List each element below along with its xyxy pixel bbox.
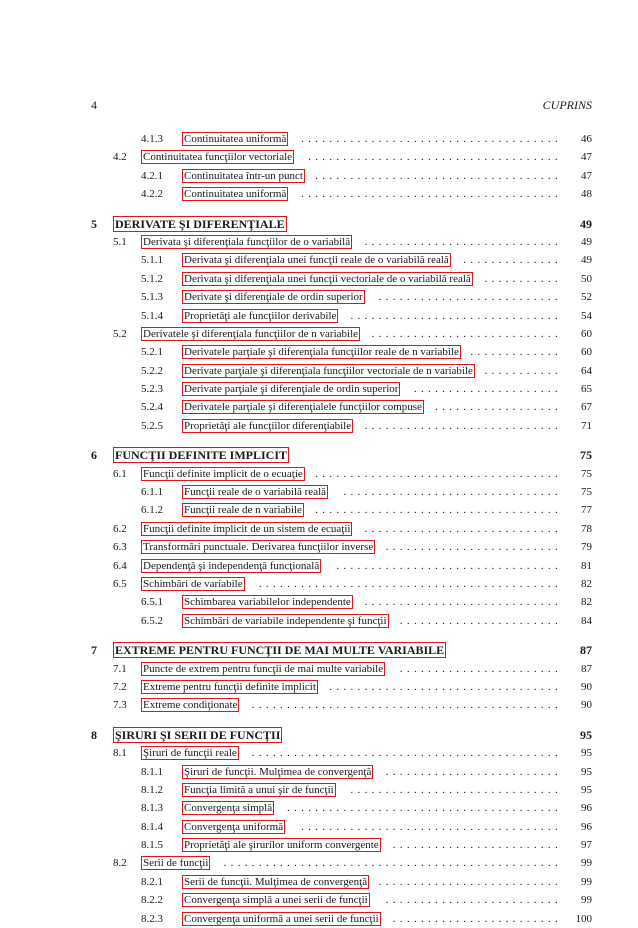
toc-entry-page: 82 [581, 596, 592, 609]
toc-entry-page: 82 [581, 577, 592, 590]
toc-entry-row[interactable] [91, 325, 592, 343]
toc-entry-title [182, 130, 288, 148]
toc-entry-page: 52 [581, 291, 592, 304]
toc-entry-title [141, 696, 239, 714]
toc-entry-number: 4.2 [113, 151, 127, 164]
dot-leader: ........... [484, 272, 562, 285]
toc-entry-link[interactable]: EXTREME PENTRU FUNCŢII DE MAI MULTE VARIABILE [115, 643, 445, 658]
toc-entry-number: 8.2 [113, 857, 127, 870]
toc-entry-number: 4.2.1 [141, 169, 163, 182]
toc-entry-page: 64 [581, 364, 592, 377]
toc-entry-title [113, 215, 287, 233]
toc-entry-link[interactable]: DERIVATE ŞI DIFERENŢIALE [115, 216, 285, 231]
toc-entry-row[interactable] [91, 836, 592, 854]
toc-entry-number: 4.2.2 [141, 188, 163, 201]
toc-entry-number: 6.2 [113, 522, 127, 535]
toc-entry-title [182, 799, 274, 817]
toc-entry-page: 84 [581, 614, 592, 627]
dot-leader: ............................ [364, 235, 562, 248]
toc-entry-number: 5.1 [113, 235, 127, 248]
toc-entry-page: 54 [581, 309, 592, 322]
toc-entry-page: 99 [581, 894, 592, 907]
toc-entry-link[interactable]: Extreme condiţionate [143, 699, 238, 712]
toc-entry-number: 8.2.1 [141, 875, 163, 888]
toc-entry-number: 8.1.5 [141, 839, 163, 852]
page-header [91, 98, 592, 114]
toc-entry-link[interactable]: Funcţii reale de o variabilă reală [184, 486, 327, 499]
toc-entry-link[interactable]: Schimbări de variabile independente şi funcţii [184, 614, 387, 627]
toc-entry-row[interactable] [91, 185, 592, 203]
toc-entry-page: 100 [575, 912, 592, 925]
toc-entry-link[interactable]: Funcţii reale de n variabile [184, 504, 302, 517]
toc-entry-title [182, 501, 304, 519]
toc-entry-title [182, 398, 424, 416]
dot-leader: ............. [470, 346, 562, 359]
page-number: 4 [91, 98, 97, 112]
toc-entry-page: 95 [581, 765, 592, 778]
toc-entry-title [182, 612, 389, 630]
dot-leader: ............................... [343, 486, 562, 499]
toc-entry-number: 6.5.1 [141, 596, 163, 609]
toc-entry-title [141, 854, 210, 872]
toc-entry-page: 71 [581, 419, 592, 432]
toc-entry-link[interactable]: Convergenţa simplă a unei serii de funcţii [184, 894, 368, 907]
dot-leader: ........................... [371, 327, 562, 340]
toc-entry-page: 95 [580, 727, 592, 742]
section-gap [91, 630, 592, 641]
toc-entry-title [182, 343, 461, 361]
toc-entry-number: 5.2.4 [141, 401, 163, 414]
dot-leader: .................. [435, 401, 562, 414]
toc-entry-page: 50 [581, 272, 592, 285]
toc-entry-number: 5.1.2 [141, 272, 163, 285]
toc-entry-page: 96 [581, 820, 592, 833]
section-gap [91, 435, 592, 446]
toc-entry-number: 7.2 [113, 680, 127, 693]
toc-entry-title [182, 167, 305, 185]
dot-leader: .............................. [350, 309, 562, 322]
dot-leader: ........................................... [258, 577, 562, 590]
toc-entry-page: 65 [581, 383, 592, 396]
toc-entry-link[interactable]: Convergenţa uniformă [184, 820, 284, 833]
running-title: CUPRINS [542, 98, 592, 112]
toc-entry-number: 6.1 [113, 467, 127, 480]
table-of-contents [91, 130, 592, 928]
toc-chapter-row[interactable] [91, 641, 592, 659]
toc-entry-title [182, 288, 365, 306]
toc-entry-row[interactable] [91, 483, 592, 501]
toc-entry-number: 5.1.1 [141, 254, 163, 267]
toc-entry-title [141, 520, 352, 538]
toc-entry-title [141, 660, 385, 678]
toc-entry-title [141, 557, 321, 575]
toc-entry-title [113, 446, 289, 464]
toc-entry-title [113, 641, 446, 659]
toc-entry-link[interactable]: Derivate şi diferenţiale de ordin superior [184, 291, 363, 304]
toc-entry-link[interactable]: ŞIRURI ŞI SERII DE FUNCŢII [115, 727, 281, 742]
toc-entry-link[interactable]: Funcţii definite implicit de un sistem de ecuaţii [143, 522, 351, 535]
toc-entry-link[interactable]: Proprietăţi ale şirurilor uniform convergente [184, 839, 379, 852]
toc-entry-title [182, 307, 338, 325]
dot-leader: ................................... [315, 504, 562, 517]
toc-entry-row[interactable] [91, 593, 592, 611]
toc-entry-row[interactable] [91, 696, 592, 714]
toc-entry-title [113, 726, 282, 744]
toc-entry-title [182, 185, 288, 203]
toc-entry-row[interactable] [91, 781, 592, 799]
dot-leader: .......................... [378, 875, 562, 888]
dot-leader: ................................... [315, 169, 562, 182]
dot-leader: ................................................ [223, 857, 562, 870]
toc-entry-row[interactable] [91, 417, 592, 435]
toc-entry-number: 4.1.3 [141, 133, 163, 145]
toc-entry-link[interactable]: Derivata şi diferenţiala unei funcţii vectoriale de o variabilă reală [184, 272, 471, 285]
toc-entry-row[interactable] [91, 818, 592, 836]
toc-entry-row[interactable] [91, 307, 592, 325]
toc-entry-page: 49 [580, 216, 592, 231]
toc-entry-page: 87 [581, 662, 592, 675]
toc-entry-link[interactable]: Derivate parţiale şi diferenţiala funcţiilor vectoriale de n variabile [184, 364, 473, 377]
toc-entry-number: 6.5.2 [141, 614, 163, 627]
toc-chapter-row[interactable] [91, 726, 592, 744]
toc-entry-row[interactable] [91, 251, 592, 269]
toc-entry-row[interactable] [91, 380, 592, 398]
toc-entry-page: 60 [581, 346, 592, 359]
toc-entry-number: 6.1.2 [141, 504, 163, 517]
toc-entry-title [141, 575, 245, 593]
toc-entry-page: 75 [580, 448, 592, 463]
toc-entry-title [182, 483, 328, 501]
toc-entry-link[interactable]: Derivatele parţiale şi diferenţiala funcţiilor reale de n variabile [184, 346, 459, 359]
toc-entry-link[interactable]: Continuitatea într-un punct [184, 169, 303, 182]
dot-leader: ........................ [392, 912, 562, 925]
toc-entry-number: 8.2.3 [141, 912, 163, 925]
toc-entry-number: 5.2.2 [141, 364, 163, 377]
toc-entry-number: 6.3 [113, 541, 127, 554]
toc-entry-link[interactable]: Continuitatea funcţiilor vectoriale [143, 151, 293, 164]
dot-leader: .............. [463, 254, 562, 267]
dot-leader: ................................. [329, 680, 562, 693]
toc-entry-title [141, 325, 360, 343]
toc-entry-row[interactable] [91, 660, 592, 678]
toc-entry-title [182, 910, 381, 928]
section-gap [91, 715, 592, 726]
dot-leader: ..................................... [301, 188, 562, 201]
toc-entry-row[interactable] [91, 910, 592, 928]
toc-entry-page: 96 [581, 802, 592, 815]
toc-entry-page: 87 [580, 643, 592, 658]
toc-chapter-row[interactable] [91, 446, 592, 464]
toc-entry-number: 6.1.1 [141, 486, 163, 499]
dot-leader: .................................... [308, 151, 562, 164]
toc-entry-link[interactable]: Schimbări de variabile [143, 577, 243, 590]
toc-entry-page: 78 [581, 522, 592, 535]
toc-entry-link[interactable]: Extreme pentru funcţii definite implicit [143, 680, 316, 693]
toc-entry-link[interactable]: Derivata şi diferenţiala unei funcţii reale de o variabilă reală [184, 254, 449, 267]
toc-entry-title [182, 362, 475, 380]
toc-entry-row[interactable] [91, 501, 592, 519]
dot-leader: ........... [484, 364, 562, 377]
toc-entry-link[interactable]: Continuitatea uniformă [184, 188, 287, 201]
toc-entry-link[interactable]: Continuitatea uniformă [184, 133, 287, 145]
toc-entry-row[interactable] [91, 520, 592, 538]
toc-entry-title [182, 270, 473, 288]
toc-entry-title [141, 538, 375, 556]
dot-leader: ......................... [385, 894, 562, 907]
toc-entry-row[interactable] [91, 763, 592, 781]
toc-entry-number: 8.1.1 [141, 765, 163, 778]
toc-entry-number: 7.3 [113, 699, 127, 712]
dot-leader: ............................ [364, 522, 562, 535]
toc-entry-number: 6.5 [113, 577, 127, 590]
dot-leader: ..................................... [301, 133, 562, 145]
toc-entry-title [141, 148, 294, 166]
dot-leader: ....................... [399, 662, 562, 675]
toc-entry-link[interactable]: Convergenţa uniformă a unei serii de funcţii [184, 912, 379, 925]
toc-entry-title [182, 417, 353, 435]
toc-entry-number: 7 [91, 643, 97, 658]
dot-leader: .............................. [350, 783, 562, 796]
toc-entry-row[interactable] [91, 398, 592, 416]
toc-entry-row[interactable] [91, 891, 592, 909]
toc-entry-row[interactable] [91, 270, 592, 288]
toc-entry-page: 47 [581, 169, 592, 182]
toc-entry-page: 99 [581, 875, 592, 888]
toc-entry-page: 49 [581, 235, 592, 248]
toc-entry-row[interactable] [91, 678, 592, 696]
toc-entry-row[interactable] [91, 148, 592, 166]
toc-entry-number: 5.2 [113, 327, 127, 340]
toc-entry-link[interactable]: Serii de funcţii [143, 857, 209, 870]
toc-entry-link[interactable]: Schimbarea variabilelor independente [184, 596, 351, 609]
toc-entry-row[interactable] [91, 612, 592, 630]
toc-entry-title [141, 678, 318, 696]
toc-chapter-row[interactable] [91, 215, 592, 233]
dot-leader: ............................ [364, 596, 562, 609]
toc-entry-number: 5.1.3 [141, 291, 163, 304]
toc-entry-page: 90 [581, 699, 592, 712]
toc-entry-link[interactable]: Puncte de extrem pentru funcţii de mai multe variabile [143, 662, 384, 675]
dot-leader: ....................................... [287, 802, 562, 815]
dot-leader: ......................... [385, 541, 562, 554]
toc-entry-row[interactable] [91, 233, 592, 251]
toc-entry-link[interactable]: Derivatele şi diferenţiala funcţiilor de n variabile [143, 327, 359, 340]
toc-entry-page: 90 [581, 680, 592, 693]
toc-entry-page: 67 [581, 401, 592, 414]
toc-entry-link[interactable]: Şiruri de funcţii. Mulţimea de convergenţă [184, 765, 372, 778]
toc-entry-title [141, 465, 305, 483]
toc-entry-link[interactable]: Convergenţa simplă [184, 802, 273, 815]
toc-entry-page: 60 [581, 327, 592, 340]
toc-entry-page: 47 [581, 151, 592, 164]
toc-entry-link[interactable]: Dependenţă şi independenţă funcţională [143, 559, 320, 572]
toc-entry-row[interactable] [91, 130, 592, 148]
dot-leader: ..................... [413, 383, 562, 396]
toc-entry-link[interactable]: Proprietăţi ale funcţiilor derivabile [184, 309, 337, 322]
dot-leader: ........................ [392, 839, 562, 852]
dot-leader: .......................... [378, 291, 562, 304]
toc-entry-page: 75 [581, 486, 592, 499]
dot-leader: ....................... [399, 614, 562, 627]
toc-entry-link[interactable]: Funcţii definite implicit de o ecuaţie [143, 467, 303, 480]
toc-entry-page: 77 [581, 504, 592, 517]
toc-entry-page: 97 [581, 839, 592, 852]
toc-entry-link[interactable]: Proprietăţi ale funcţiilor diferenţiabile [184, 419, 352, 432]
toc-entry-number: 8.1.3 [141, 802, 163, 815]
toc-entry-row[interactable] [91, 167, 592, 185]
toc-entry-link[interactable]: FUNCŢII DEFINITE IMPLICIT [115, 448, 288, 463]
dot-leader: ............................................ [251, 699, 562, 712]
toc-entry-link[interactable]: Derivatele parţiale şi diferenţialele funcţiilor compuse [184, 401, 422, 414]
toc-entry-title [182, 818, 285, 836]
toc-entry-row[interactable] [91, 799, 592, 817]
toc-entry-row[interactable] [91, 854, 592, 872]
toc-entry-link[interactable]: Serii de funcţii. Mulţimea de convergenţă [184, 875, 368, 888]
toc-entry-row[interactable] [91, 557, 592, 575]
toc-entry-row[interactable] [91, 362, 592, 380]
toc-entry-page: 79 [581, 541, 592, 554]
toc-entry-title [182, 781, 336, 799]
toc-entry-title [182, 873, 369, 891]
toc-entry-page: 46 [581, 133, 592, 145]
toc-entry-title [141, 744, 239, 762]
toc-entry-title [182, 593, 353, 611]
toc-entry-number: 5 [91, 216, 97, 231]
toc-entry-row[interactable] [91, 343, 592, 361]
dot-leader: ................................ [336, 559, 562, 572]
toc-entry-row[interactable] [91, 538, 592, 556]
toc-entry-number: 8.2.2 [141, 894, 163, 907]
toc-entry-page: 75 [581, 467, 592, 480]
toc-entry-number: 5.2.5 [141, 419, 163, 432]
dot-leader: ..................................... [301, 820, 562, 833]
toc-entry-page: 49 [581, 254, 592, 267]
toc-entry-page: 95 [581, 747, 592, 760]
toc-entry-number: 5.2.3 [141, 383, 163, 396]
dot-leader: ......................... [385, 765, 562, 778]
toc-entry-row[interactable] [91, 873, 592, 891]
toc-entry-title [182, 763, 373, 781]
dot-leader: ................................... [315, 467, 562, 480]
toc-entry-link[interactable]: Şiruri de funcţii reale [143, 747, 237, 760]
toc-entry-number: 6 [91, 448, 97, 463]
toc-entry-row[interactable] [91, 288, 592, 306]
toc-entry-row[interactable] [91, 744, 592, 762]
toc-entry-title [182, 891, 370, 909]
toc-entry-page: 99 [581, 857, 592, 870]
toc-entry-number: 8.1.2 [141, 783, 163, 796]
toc-entry-page: 95 [581, 783, 592, 796]
toc-entry-link[interactable]: Funcţia limită a unui şir de funcţii [184, 783, 334, 796]
toc-entry-number: 8 [91, 727, 97, 742]
toc-entry-title [141, 233, 352, 251]
toc-entry-number: 8.1.4 [141, 820, 163, 833]
toc-entry-number: 6.4 [113, 559, 127, 572]
toc-entry-link[interactable]: Derivata şi diferenţiala funcţiilor de o variabilă [143, 235, 351, 248]
toc-entry-title [182, 380, 400, 398]
toc-entry-page: 48 [581, 188, 592, 201]
toc-entry-number: 5.1.4 [141, 309, 163, 322]
toc-entry-title [182, 251, 451, 269]
toc-entry-page: 81 [581, 559, 592, 572]
toc-entry-number: 7.1 [113, 662, 127, 675]
toc-entry-link[interactable]: Transformări punctuale. Derivarea funcţiilor inverse [143, 541, 374, 554]
toc-entry-title [182, 836, 381, 854]
toc-entry-number: 8.1 [113, 747, 127, 760]
toc-entry-row[interactable] [91, 465, 592, 483]
toc-entry-row[interactable] [91, 575, 592, 593]
dot-leader: ............................ [364, 419, 562, 432]
toc-entry-number: 5.2.1 [141, 346, 163, 359]
section-gap [91, 204, 592, 215]
dot-leader: ............................................ [251, 747, 562, 760]
toc-entry-link[interactable]: Derivate parţiale şi diferenţiale de ordin superior [184, 383, 399, 396]
